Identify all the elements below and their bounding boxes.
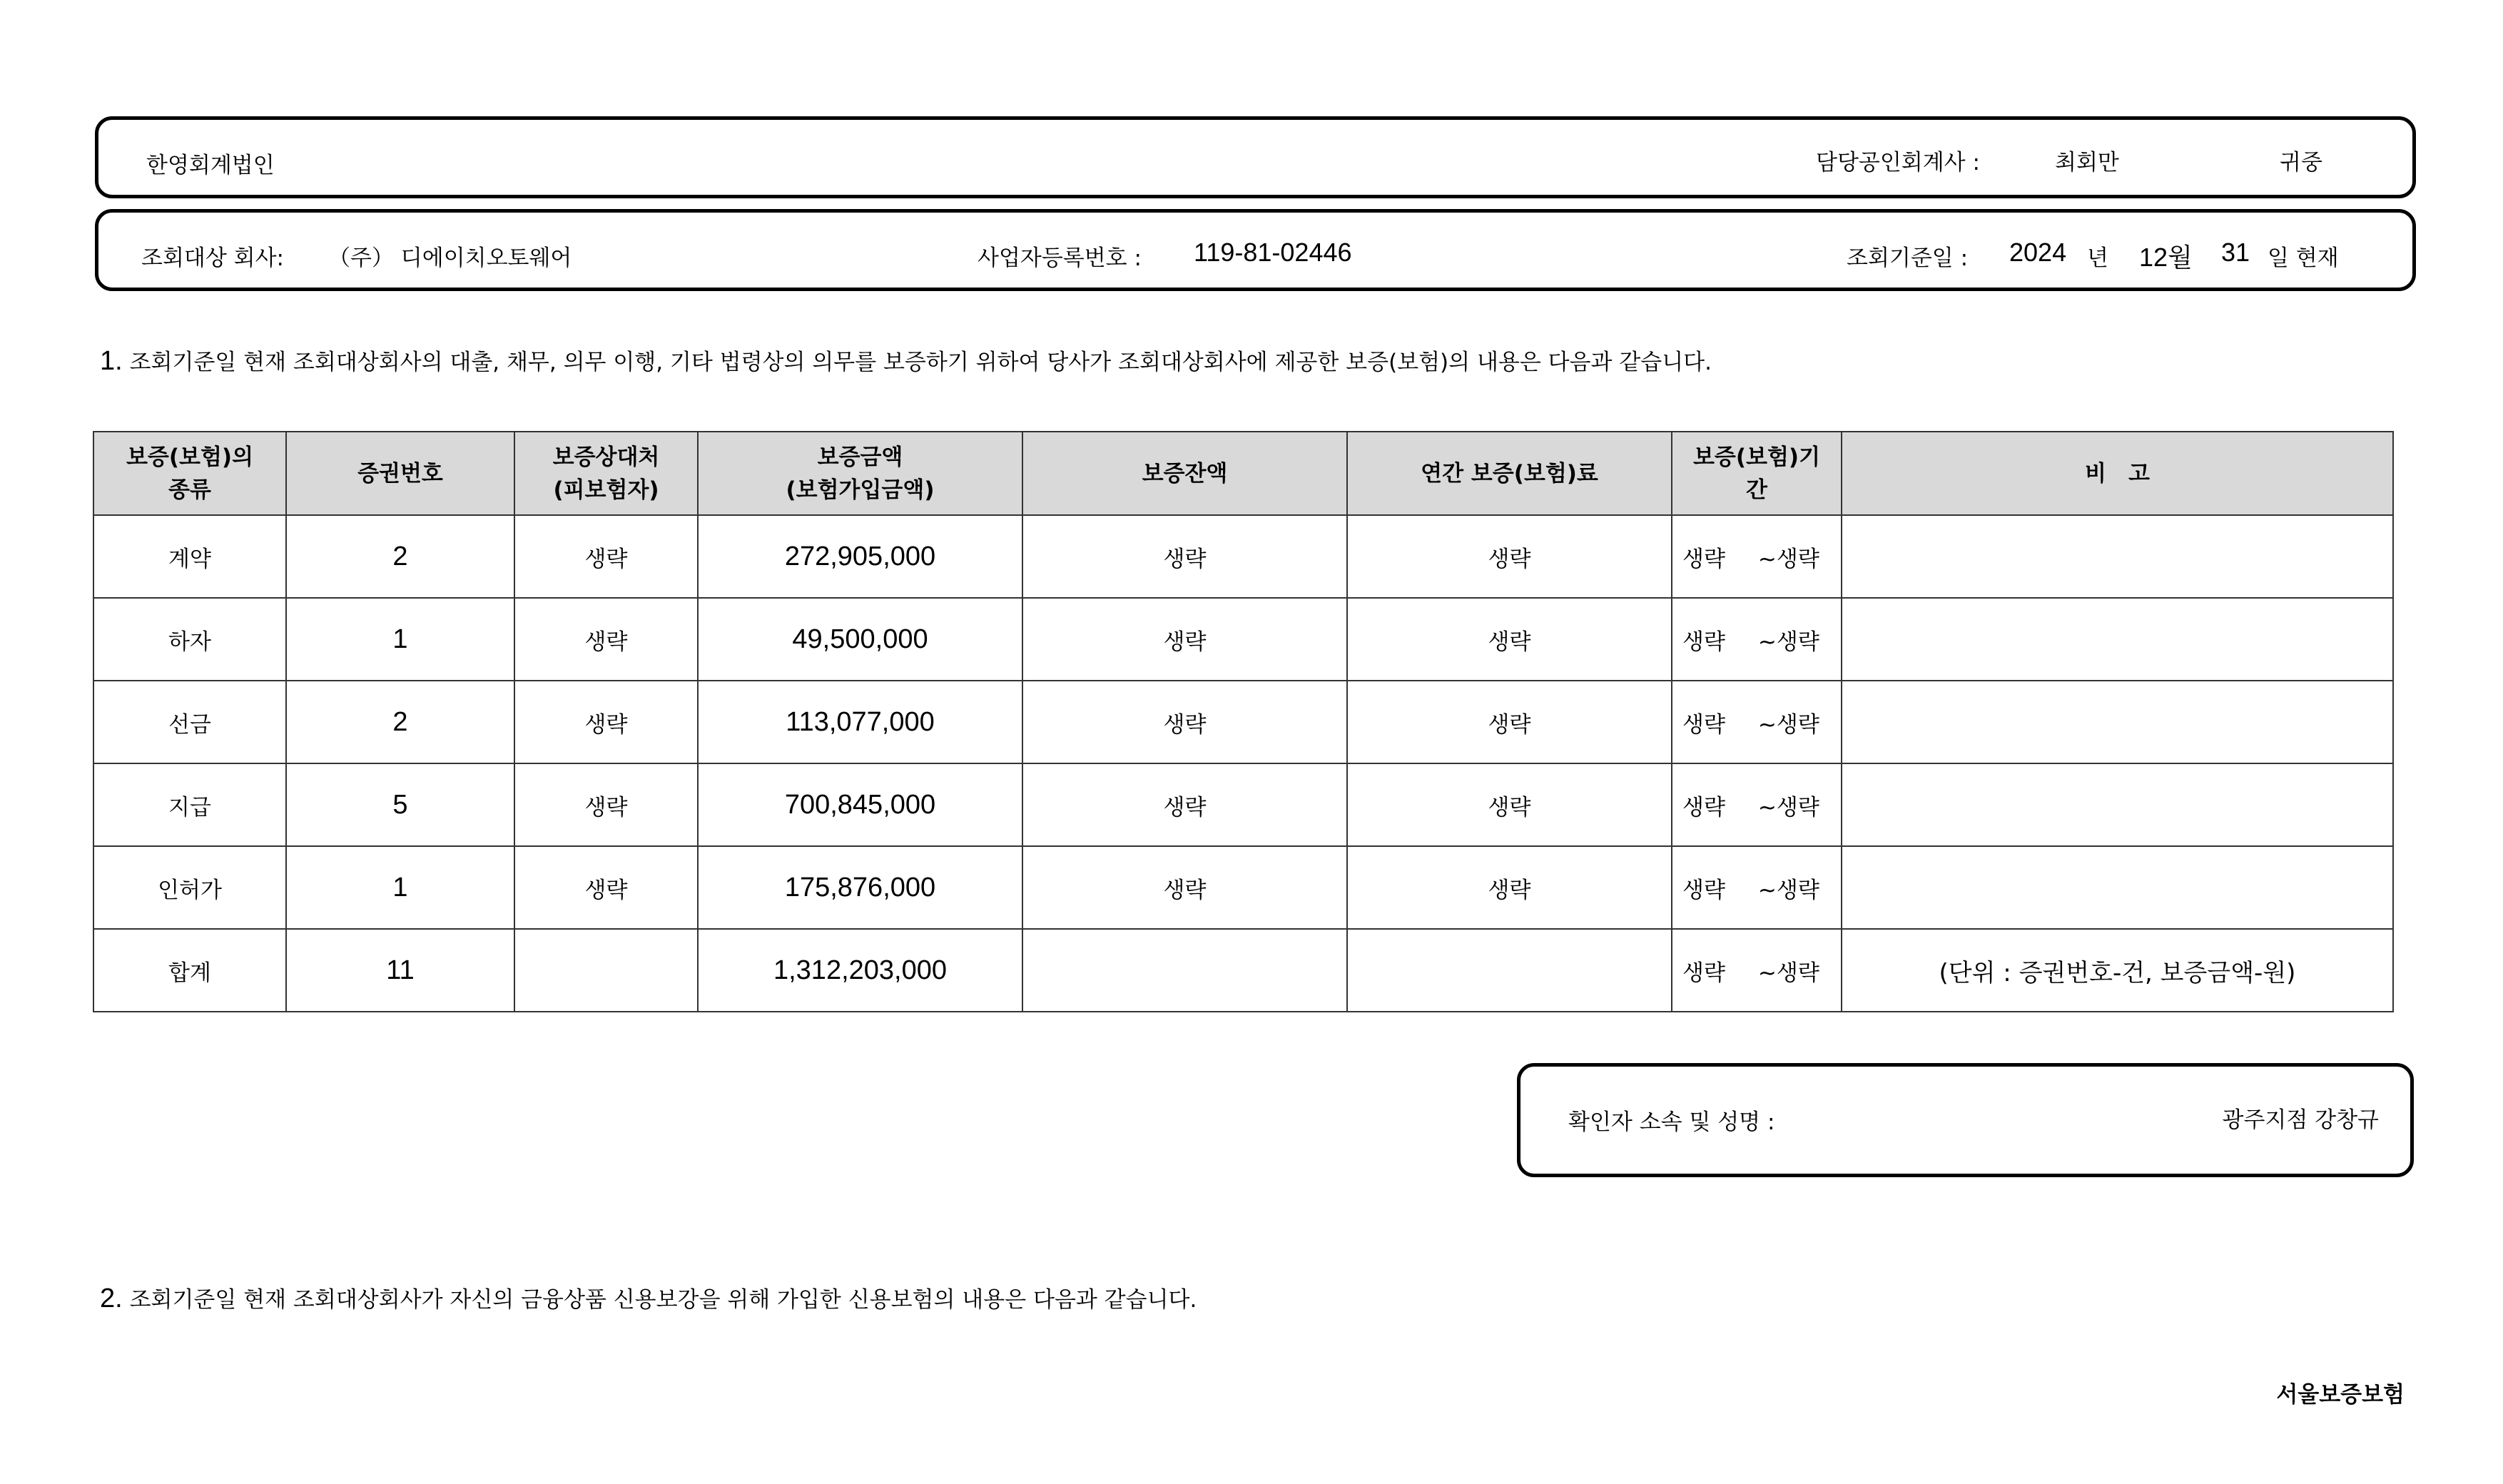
amount-cell: 113,077,000 xyxy=(698,681,1022,763)
premium-cell: 생략 xyxy=(1347,515,1672,598)
table-row xyxy=(93,846,2393,929)
header-guarantee-type: 보증(보험)의 종류 xyxy=(93,432,286,515)
reference-year: 2024 xyxy=(2009,238,2067,267)
company-info-box xyxy=(95,209,2416,291)
company-label: 조회대상 회사: xyxy=(141,245,284,271)
header-guarantee-balance: 보증잔액 xyxy=(1022,432,1347,515)
issuer-name: 서울보증보험 xyxy=(2276,1382,2405,1408)
table-row xyxy=(93,681,2393,763)
reference-year-unit: 년 xyxy=(2087,245,2108,271)
total-balance-cell xyxy=(1022,929,1347,1012)
reference-date-label: 조회기준일 : xyxy=(1847,245,1969,271)
party-cell: 생략 xyxy=(514,598,698,681)
cpa-name: 최회만 xyxy=(2055,150,2119,176)
period-cell: 생략 ~생략 xyxy=(1672,763,1842,846)
balance-cell: 생략 xyxy=(1022,515,1347,598)
header-counterparty: 보증상대처 (피보험자) xyxy=(514,432,698,515)
party-cell: 생략 xyxy=(514,515,698,598)
section-1-number: 1. xyxy=(100,346,123,376)
registration-number: 119-81-02446 xyxy=(1194,238,1352,267)
section-2-text xyxy=(100,1281,1197,1314)
header-guarantee-period: 보증(보험)기 간 xyxy=(1672,432,1842,515)
header-certificate-number: 증권번호 xyxy=(286,432,514,515)
period-cell: 생략 ~생략 xyxy=(1672,846,1842,929)
firm-name: 한영회계법인 xyxy=(146,153,275,178)
reference-day-unit: 일 현재 xyxy=(2268,245,2339,271)
unit-note-cell: (단위 : 증권번호-건, 보증금액-원) xyxy=(1842,929,2393,1012)
section-2-body: 조회기준일 현재 조회대상회사가 자신의 금융상품 신용보강을 위해 가입한 신용보험의 내용은 다음과 같습니다. xyxy=(129,1287,1197,1313)
header-remarks: 비 고 xyxy=(1842,432,2393,515)
type-cell: 선금 xyxy=(93,681,286,763)
firm-info-box xyxy=(95,116,2416,198)
amount-cell: 700,845,000 xyxy=(698,763,1022,846)
count-cell: 2 xyxy=(286,681,514,763)
type-cell: 계약 xyxy=(93,515,286,598)
type-cell: 지급 xyxy=(93,763,286,846)
period-cell: 생략 ~생략 xyxy=(1672,598,1842,681)
premium-cell: 생략 xyxy=(1347,681,1672,763)
count-cell: 5 xyxy=(286,763,514,846)
note-cell xyxy=(1842,763,2393,846)
section-2-number: 2. xyxy=(100,1284,123,1313)
total-period-cell: 생략 ~생략 xyxy=(1672,929,1842,1012)
reference-day: 31 xyxy=(2221,238,2250,267)
party-cell: 생략 xyxy=(514,681,698,763)
reference-month: 12월 xyxy=(2139,243,2193,272)
registration-label: 사업자등록번호 : xyxy=(978,245,1142,271)
table-total-row xyxy=(93,929,2393,1012)
note-cell xyxy=(1842,515,2393,598)
total-count-cell: 11 xyxy=(286,929,514,1012)
premium-cell: 생략 xyxy=(1347,598,1672,681)
total-label-cell: 합계 xyxy=(93,929,286,1012)
period-cell: 생략 ~생략 xyxy=(1672,515,1842,598)
confirmer-label: 확인자 소속 및 성명 : xyxy=(1568,1109,1775,1135)
note-cell xyxy=(1842,681,2393,763)
note-cell xyxy=(1842,598,2393,681)
balance-cell: 생략 xyxy=(1022,846,1347,929)
balance-cell: 생략 xyxy=(1022,763,1347,846)
section-1-text xyxy=(100,344,1712,377)
period-cell: 생략 ~생략 xyxy=(1672,681,1842,763)
header-annual-premium: 연간 보증(보험)료 xyxy=(1347,432,1672,515)
total-premium-cell xyxy=(1347,929,1672,1012)
balance-cell: 생략 xyxy=(1022,681,1347,763)
company-name: （주） 디에이치오토웨어 xyxy=(328,245,572,271)
type-cell: 인허가 xyxy=(93,846,286,929)
premium-cell: 생략 xyxy=(1347,763,1672,846)
count-cell: 2 xyxy=(286,515,514,598)
table-row xyxy=(93,598,2393,681)
count-cell: 1 xyxy=(286,598,514,681)
premium-cell: 생략 xyxy=(1347,846,1672,929)
table-header-row xyxy=(93,432,2393,515)
table-row xyxy=(93,515,2393,598)
cpa-label: 담당공인회계사 : xyxy=(1816,150,1980,176)
table-row xyxy=(93,763,2393,846)
guarantee-table xyxy=(93,431,2394,1012)
total-amount-cell: 1,312,203,000 xyxy=(698,929,1022,1012)
party-cell: 생략 xyxy=(514,763,698,846)
confirmer-name: 광주지점 강창규 xyxy=(2222,1107,2379,1133)
party-cell: 생략 xyxy=(514,846,698,929)
amount-cell: 49,500,000 xyxy=(698,598,1022,681)
header-guarantee-amount: 보증금액 (보험가입금액) xyxy=(698,432,1022,515)
count-cell: 1 xyxy=(286,846,514,929)
amount-cell: 175,876,000 xyxy=(698,846,1022,929)
confirmer-box xyxy=(1517,1063,2414,1177)
type-cell: 하자 xyxy=(93,598,286,681)
note-cell xyxy=(1842,846,2393,929)
total-party-cell xyxy=(514,929,698,1012)
amount-cell: 272,905,000 xyxy=(698,515,1022,598)
section-1-body: 조회기준일 현재 조회대상회사의 대출, 채무, 의무 이행, 기타 법령상의 의무를 보증하기 위하여 당사가 조회대상회사에 제공한 보증(보험)의 내용은 다음과 같습니다. xyxy=(129,350,1712,375)
honorific: 귀중 xyxy=(2280,150,2322,176)
balance-cell: 생략 xyxy=(1022,598,1347,681)
